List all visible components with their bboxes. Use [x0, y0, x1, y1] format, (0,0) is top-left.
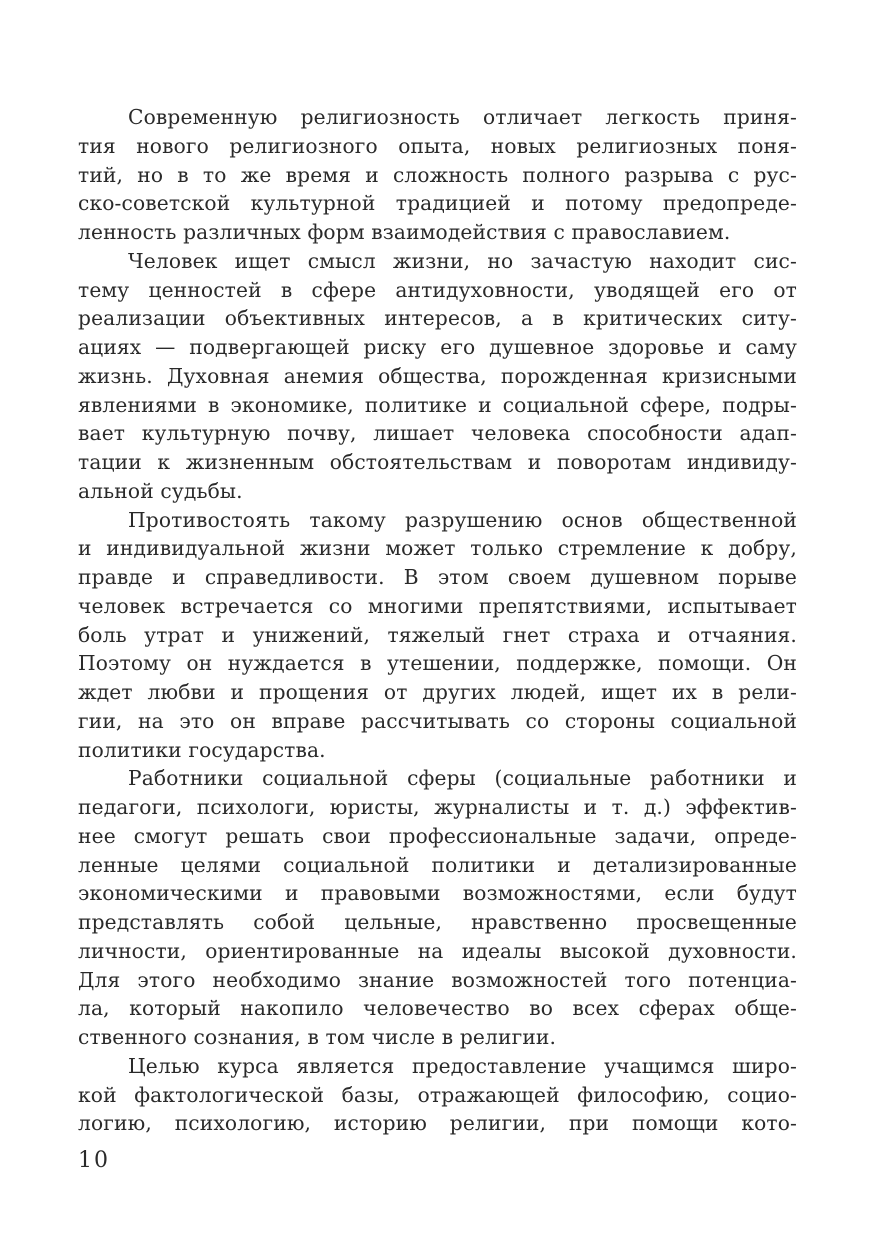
text-line: представлять собой цельные, нравственно просвещенные	[78, 910, 797, 934]
page-number: 10	[78, 1148, 110, 1173]
text-line: правде и справедливости. В этом своем душевном порыве	[78, 565, 797, 589]
text-line: ленность различных форм взаимодействия с православием.	[78, 220, 731, 244]
paragraph	[78, 103, 797, 247]
paragraph	[78, 247, 797, 506]
text-line: ла, который накопило человечество во всех сферах обще-	[78, 996, 797, 1021]
text-line: явлениями в экономике, политике и социальной сфере, подры-	[78, 392, 797, 417]
text-line: педагоги, психологи, юристы, журналисты и т. д.) эффектив-	[78, 795, 797, 819]
text-line: логию, психологию, историю религии, при помощи кото-	[78, 1111, 797, 1136]
text-line: тему ценностей в сфере антидуховности, уводящей его от	[78, 277, 797, 302]
text-line: тия нового религиозного опыта, новых религиозных поня-	[78, 133, 797, 158]
text-line: Поэтому он нуждается в утешении, поддержке, помощи. Он	[78, 651, 797, 676]
text-line: Для этого необходимо знание возможностей того потенциа-	[78, 967, 797, 992]
text-line: боль утрат и унижений, тяжелый гнет страха и отчаяния.	[78, 622, 797, 647]
text-line: экономическими и правовыми возможностями, если будут	[78, 881, 797, 906]
text-line: тий, но в то же время и сложность полного разрыва с рус-	[78, 162, 797, 187]
text-line: гии, на это он вправе рассчитывать со стороны социальной	[78, 708, 797, 733]
text-line: альной судьбы.	[78, 478, 243, 503]
text-line: Работники социальной сферы (социальные работники и	[128, 766, 797, 791]
text-line: человек встречается со многими препятствиями, испытывает	[78, 593, 797, 618]
text-line: ленные целями социальной политики и детализированные	[78, 852, 797, 877]
text-line: ско-советской культурной традицией и потому предопреде-	[78, 191, 797, 216]
text-line: политики государства.	[78, 737, 326, 762]
paragraph	[78, 506, 797, 765]
text-line: ациях — подвергающей риску его душевное здоровье и саму	[78, 335, 797, 359]
text-line: и индивидуальной жизни может только стремление к добру,	[78, 536, 797, 561]
paragraph	[78, 1052, 797, 1138]
text-line: кой фактологической базы, отражающей философию, социо-	[78, 1082, 797, 1107]
text-line: тации к жизненным обстоятельствам и поворотам индивиду-	[78, 450, 797, 474]
text-line: вает культурную почву, лишает человека способности адап-	[78, 421, 797, 446]
text-line: Человек ищет смысл жизни, но зачастую находит сис-	[128, 248, 797, 273]
text-line: личности, ориентированные на идеалы высокой духовности.	[78, 938, 797, 963]
text-line: ственного сознания, в том числе в религии.	[78, 1025, 557, 1049]
text-line: Современную религиозность отличает легкость приня-	[128, 105, 797, 129]
text-line: Противостоять такому разрушению основ общественной	[128, 507, 797, 532]
paragraph	[78, 764, 797, 1052]
text-line: ждет любви и прощения от других людей, ищет их в рели-	[78, 680, 797, 704]
text-line: Целью курса является предоставление учащимся широ-	[128, 1053, 797, 1078]
text-line: нее смогут решать свои профессиональные задачи, опреде-	[78, 823, 797, 848]
text-line: жизнь. Духовная анемия общества, порожденная кризисными	[78, 363, 797, 388]
body-text	[78, 103, 797, 1138]
text-line: реализации объективных интересов, а в критических ситу-	[78, 306, 797, 331]
